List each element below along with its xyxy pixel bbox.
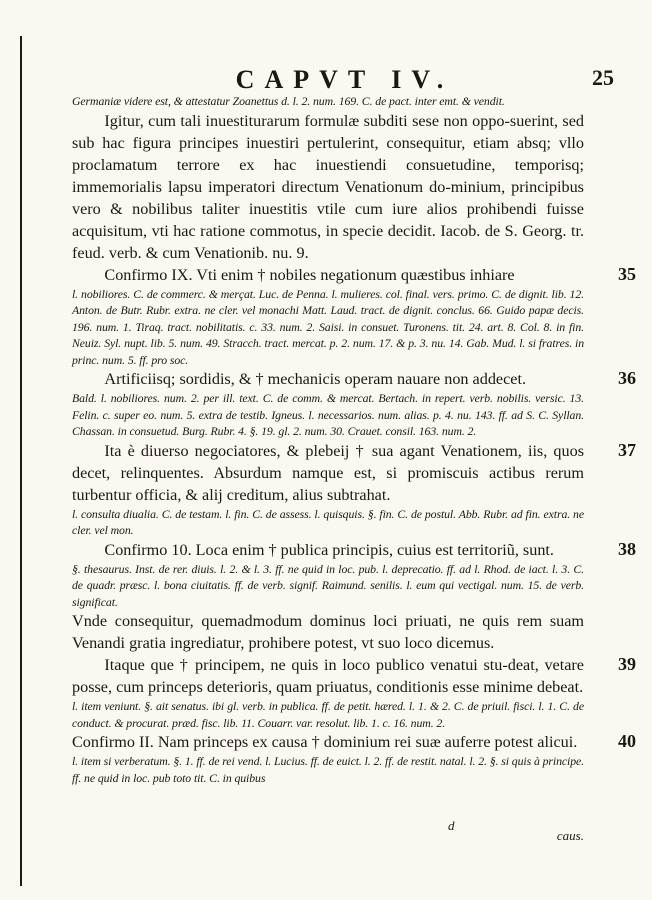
margin-number: 39 [618,654,636,674]
page-footer [72,818,584,858]
body-paragraph: Confirmo IX. Vti enim † nobiles negationum quæstibus inhiare [104,265,515,284]
text-block-1 [72,93,584,110]
page-number: 25 [592,65,614,90]
page-header [75,65,614,95]
text-block-13 [72,698,584,731]
body-paragraph: Igitur, cum tali inuestiturarum formulæ subditi sese non oppo-suerint, sed sub hac figura principes inuestiri pertulerint, consequitur, etiam absq; vllo proclamatum terrore ex hac inuestiendi consuetudine, temporisq; immemorialis lapsu imperatori directum Venationum do-minium, principibus vero & nobilibus taliter inuestitis vtile cum iure alios prohibendi fuisse acquisitum, vti hac ratione commotus, in specie decidit. Iacob. de S. Georg. tr. feud. verb. & cum Venationib. nu. 9. [72,111,584,262]
text-block-5 [72,368,636,390]
body-paragraph: Artificiisq; sordidis, & † mechanicis operam nauare non addecet. [104,370,527,388]
citation-text: l. consulta diualia. C. de testam. l. fin. C. de assess. l. quisquis. §. fin. C. de postul. Abb. Rubr. ad fin. extra. ne cler. vel mon. [72,506,584,537]
body-paragraph: Itaque que † principem, ne quis in loco publico venatui stu-deat, vetare posse, cum princeps deterioris, quam priuatus, conditionis esse minime debeat. [72,656,584,696]
citation-text: l. item veniunt. §. ait senatus. ibi gl. verb. in publica. ff. de petit. hæred. l. 1. & 2. C. de priuil. fisci. l. 1. C. de conduct. & procurat. præd. fisc. lib. 11. Couarr. var. resolut. lib. 1. c. 16. num. 2. [72,699,584,730]
citation-text: Bald. l. nobiliores. num. 2. per ill. text. C. de comm. & mercat. Bertach. in repert. verb. nobilis. versic. 13. Felin. c. super eo. num. 5. extra de testib. Igneus. l. necessarios. num. alias. p. 4. nu. 143. ff. ad S. C. Syllan. Chassan. in consuetud. Burg. Rubr. 4. §. 19. gl. 2. num. 30. Crauet. consil. 163. num. 2. [72,391,584,438]
catchword: caus. [556,828,584,843]
citation-text: l. nobiliores. C. de commerc. & merçat. Luc. de Penna. l. mulieres. col. final. vers. primo. C. de dignit. lib. 12. Anton. de Butr. Rubr. extra. ne cler. vel monachi Matt. Laud. tract. de dignit. conclus. 66. Guido papæ decis. 196. num. 1. Tiraq. tract. nobilitatis. c. 33. num. 2. Saisi. in consuet. Turonens. tit. 24. art. 8. Col. 8. in fin. Neuiz. Syl. nupt. lib. 5. num. 49. Stracch. tract. mercat. p. 2. num. 17. & p. 3. nu. 14. Gab. Mud. l. si fratres. in princ. num. 5. ff. pro soc. [72,286,584,367]
text-block-2 [72,110,584,264]
running-title: CAPVT IV. [235,65,454,94]
margin-number: 36 [618,368,636,388]
signature-mark: d [448,818,455,833]
text-block-6 [72,390,584,440]
main-text [72,93,636,866]
body-paragraph: Confirmo II. Nam princeps ex causa † dominium rei suæ auferre potest alicui. [72,733,578,751]
citation-text: l. item si verberatum. §. 1. ff. de rei vend. l. Lucius. ff. de euict. l. 2. ff. de restit. natal. l. 2. §. si quis à principe. ff. ne quid in loc. pub toto tit. C. in quibus [72,754,584,785]
text-block-10 [72,561,584,611]
text-block-9 [72,538,636,561]
margin-number: 40 [618,731,636,751]
margin-number: 37 [618,439,636,460]
text-block-15 [72,753,584,786]
margin-number: 38 [618,538,636,559]
text-block-3 [72,263,636,286]
text-block-12 [72,654,636,698]
body-paragraph: Ita è diuerso negociatores, & plebeij † sua agant Venationem, iis, quos decet, relinquentes. Absurdum namque est, si promiscuis actibus rerum turbentur officia, & alij creditum, alius subtrahat. [72,441,584,504]
text-block-8 [72,506,584,539]
text-block-14 [72,731,636,753]
margin-number: 35 [618,263,636,284]
body-paragraph: Confirmo 10. Loca enim † publica principis, cuius est territoriũ, sunt. [104,540,554,559]
text-block-7 [72,439,636,506]
citation-text: §. thesaurus. Inst. de rer. diuis. l. 2. & l. 3. ff. ne quid in loc. pub. l. deprecatio. ff. ad l. Rhod. de iact. l. 3. C. de quadr. præsc. l. bona ciuitatis. ff. de verb. signif. Raimund. senilis. l. eum qui vectigal. num. 15. de verb. significat. [72,561,584,609]
text-block-4 [72,286,584,369]
page-gutter-line [20,36,22,886]
text-block-11 [72,610,584,654]
citation-text: Germaniæ videre est, & attestatur Zoanettus d. l. 2. num. 169. C. de pact. inter emt. & vendit. [72,94,505,108]
body-paragraph: Vnde consequitur, quemadmodum dominus loci priuati, ne quis rem suam Venandi gratia ingrediatur, prohibere potest, vt suo loco dicemus. [72,612,584,652]
